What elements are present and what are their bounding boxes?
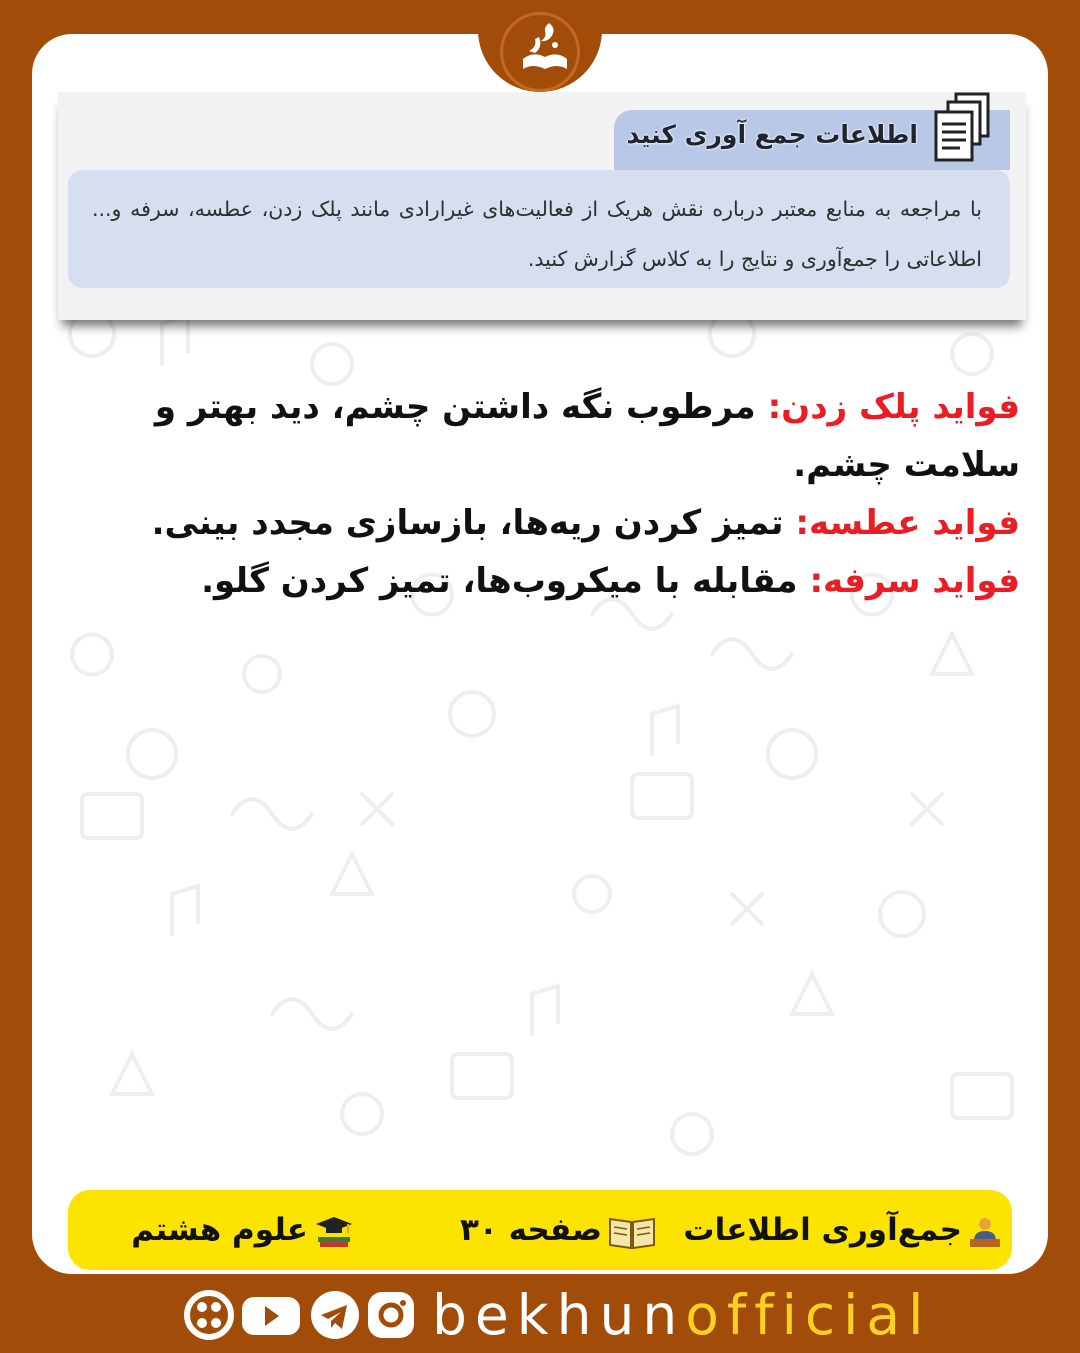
answer-label: فواید پلک زدن:: [767, 387, 1020, 427]
brand-part-2: official: [685, 1283, 932, 1347]
answer-coughing: [88, 552, 1020, 610]
bekhun-logo-icon: [503, 15, 577, 89]
telegram-icon[interactable]: [308, 1287, 362, 1343]
footer-activity-label: جمع‌آوری اطلاعات: [683, 1212, 962, 1248]
answer-body: تمیز کردن ریه‌ها، بازسازی مجدد بینی.: [151, 503, 796, 543]
footer-info-bar: [68, 1190, 1012, 1270]
instagram-icon[interactable]: [364, 1287, 418, 1343]
footer-subject-label: علوم هشتم: [131, 1212, 308, 1248]
brand-part-1: bekhun: [432, 1283, 686, 1347]
answer-body: مقابله با میکروب‌ها، تمیز کردن گلو.: [201, 561, 810, 601]
answer-sneezing: [88, 494, 1020, 552]
open-book-icon: [608, 1215, 656, 1249]
textbook-title: اطلاعات جمع آوری کنید: [626, 120, 918, 149]
footer-subject: [131, 1190, 354, 1270]
youtube-icon[interactable]: [240, 1287, 302, 1343]
textbook-instruction-box: [68, 170, 1010, 288]
answer-label: فواید عطسه:: [795, 503, 1020, 543]
answer-body: مرطوب نگه داشتن چشم، دید بهتر و سلامت چشم.: [154, 387, 1020, 485]
answer-text: [88, 378, 1020, 610]
textbook-instruction-text: با مراجعه به منابع معتبر درباره نقش هریک از فعالیت‌های غیرارادی مانند پلک زدن، عطسه، سرفه و... اطلاعاتی را جمع‌آوری و نتایج را به کلاس گزارش کنید.: [92, 197, 982, 271]
bekhun-logo[interactable]: [500, 12, 580, 92]
footer-page: [460, 1190, 656, 1270]
textbook-excerpt: [58, 92, 1026, 320]
aparat-icon[interactable]: [182, 1287, 236, 1343]
teacher-icon: [968, 1215, 1002, 1249]
answer-label: فواید سرفه:: [809, 561, 1020, 601]
graduation-cap-icon: [314, 1215, 354, 1249]
documents-icon: [930, 92, 1002, 166]
footer-page-label: صفحه ۳۰: [459, 1212, 602, 1248]
answer-blinking: [88, 378, 1020, 494]
footer-activity: [683, 1190, 1002, 1270]
brand-handle[interactable]: [432, 1277, 931, 1353]
